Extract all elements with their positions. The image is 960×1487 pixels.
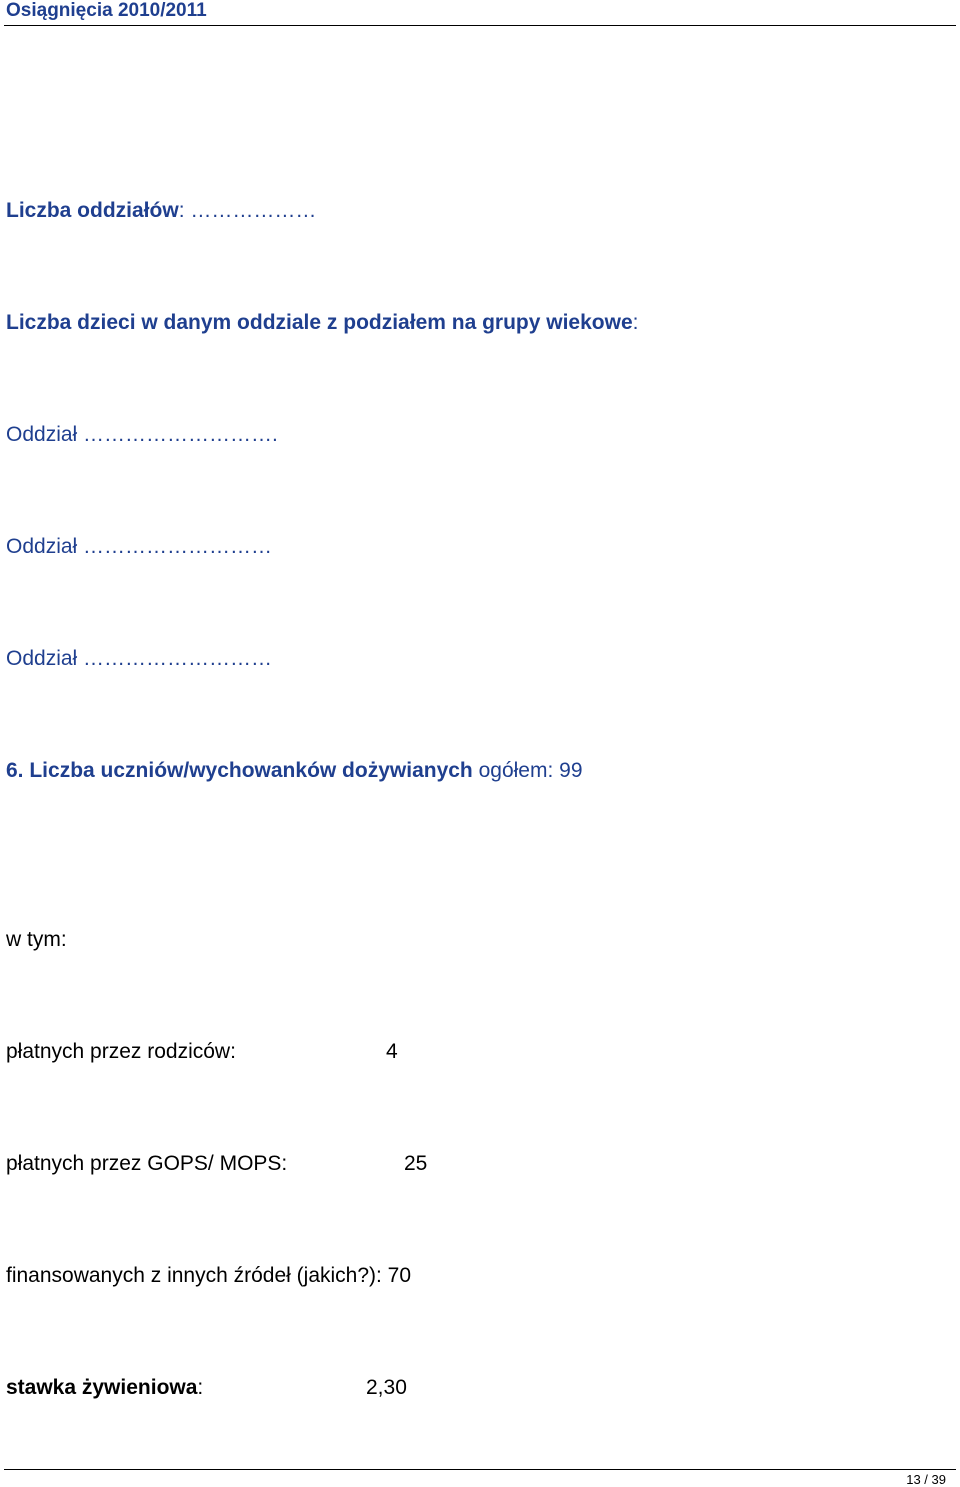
classes-count-line	[6, 198, 316, 224]
fed-students-total: ogółem: 99	[472, 759, 583, 782]
fed-students-line	[6, 758, 583, 784]
paid-by-parents-value: 4	[386, 1040, 398, 1063]
header-divider	[4, 25, 956, 26]
branch-line-1: Oddział ……………………….	[6, 423, 278, 446]
food-rate-separator: :	[197, 1376, 204, 1399]
branch-line-2: Oddział ………………………	[6, 535, 273, 558]
other-sources-line: finansowanych z innych źródeł (jakich?): 70	[6, 1264, 412, 1287]
branch-line-3: Oddział ………………………	[6, 647, 273, 670]
children-per-class-label: Liczba dzieci w danym oddziale z podziałem na grupy wiekowe	[6, 311, 633, 334]
food-rate-value: 2,30	[366, 1376, 407, 1399]
paid-by-gops-value: 25	[404, 1152, 428, 1175]
page-number: 13 / 39	[906, 1472, 946, 1487]
including-label: w tym:	[6, 928, 67, 951]
paid-by-gops-label: płatnych przez GOPS/ MOPS:	[6, 1152, 288, 1175]
classes-count-label: Liczba oddziałów	[6, 199, 179, 222]
food-rate-line	[6, 1375, 203, 1401]
paid-by-parents-label: płatnych przez rodziców:	[6, 1040, 236, 1063]
fed-students-label: 6. Liczba uczniów/wychowanków dożywianych	[6, 759, 473, 782]
children-per-class-line	[6, 310, 638, 336]
classes-count-dots: ………………	[184, 199, 317, 222]
footer-divider	[4, 1469, 956, 1470]
classes-count-separator: :	[178, 199, 185, 222]
children-per-class-separator: :	[632, 311, 639, 334]
page-header-title: Osiągnięcia 2010/2011	[6, 0, 207, 21]
food-rate-label: stawka żywieniowa	[6, 1376, 198, 1399]
